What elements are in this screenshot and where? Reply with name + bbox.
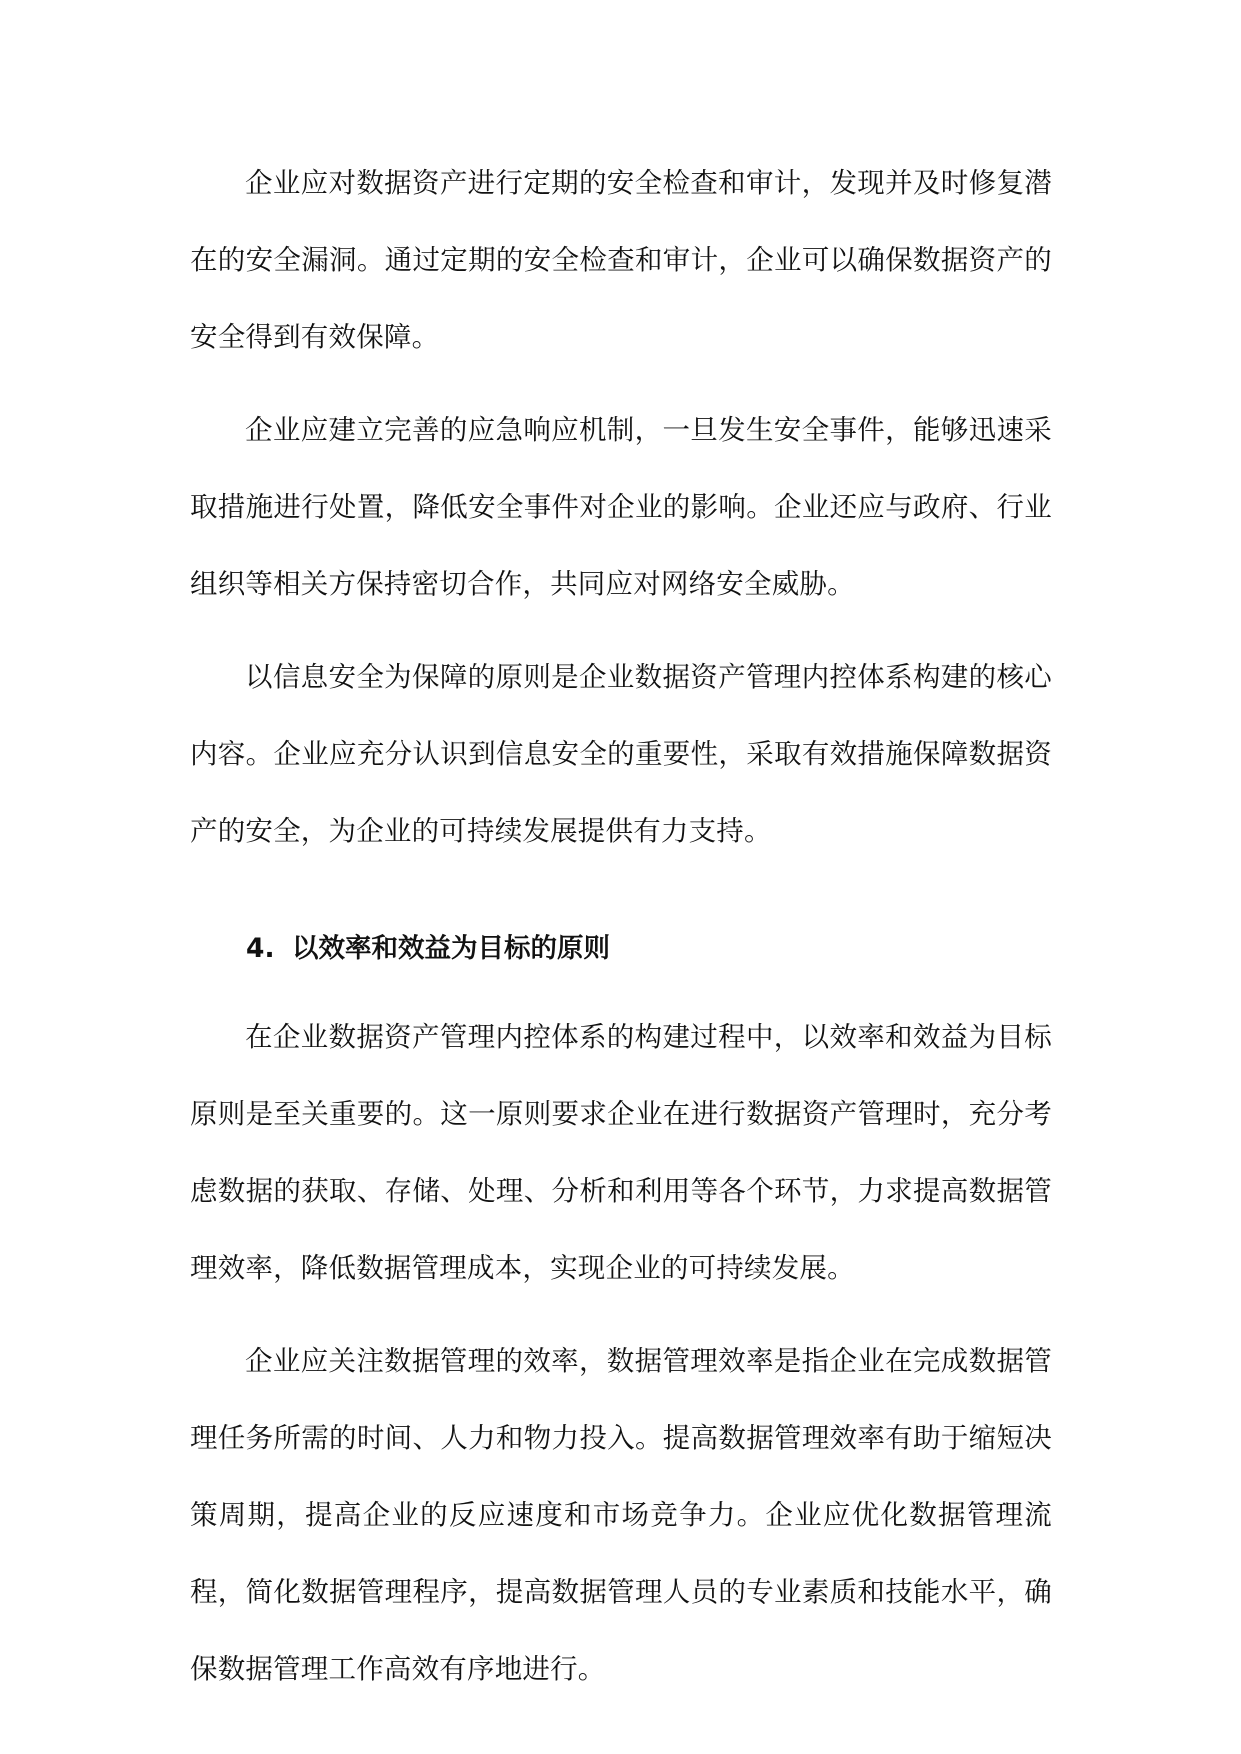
section-title: 以效率和效益为目标的原则 (292, 933, 610, 964)
paragraph-security-audit: 企业应对数据资产进行定期的安全检查和审计，发现并及时修复潜在的安全漏洞。通过定期的安全检查和审计，企业可以确保数据资产的安全得到有效保障。 (190, 167, 1052, 353)
section-number: 4. (246, 933, 275, 964)
paragraph-management-efficiency: 企业应关注数据管理的效率，数据管理效率是指企业在完成数据管理任务所需的时间、人力和物力投入。提高数据管理效率有助于缩短决策周期，提高企业的反应速度和市场竞争力。企业应优化数据管理流程，简化数据管理程序，提高数据管理人员的专业素质和技能水平，确保数据管理工作高效有序地进行。 (190, 1345, 1052, 1685)
paragraph-efficiency-principle: 在企业数据资产管理内控体系的构建过程中，以效率和效益为目标原则是至关重要的。这一原则要求企业在进行数据资产管理时，充分考虑数据的获取、存储、处理、分析和利用等各个环节，力求提高数据管理效率，降低数据管理成本，实现企业的可持续发展。 (190, 1021, 1052, 1284)
document-body (190, 145, 1052, 1724)
section-heading (190, 910, 1052, 987)
paragraph-info-security-summary: 以信息安全为保障的原则是企业数据资产管理内控体系构建的核心内容。企业应充分认识到信息安全的重要性，采取有效措施保障数据资产的安全，为企业的可持续发展提供有力支持。 (190, 661, 1052, 847)
paragraph-emergency-response: 企业应建立完善的应急响应机制，一旦发生安全事件，能够迅速采取措施进行处置，降低安全事件对企业的影响。企业还应与政府、行业组织等相关方保持密切合作，共同应对网络安全威胁。 (190, 414, 1052, 600)
